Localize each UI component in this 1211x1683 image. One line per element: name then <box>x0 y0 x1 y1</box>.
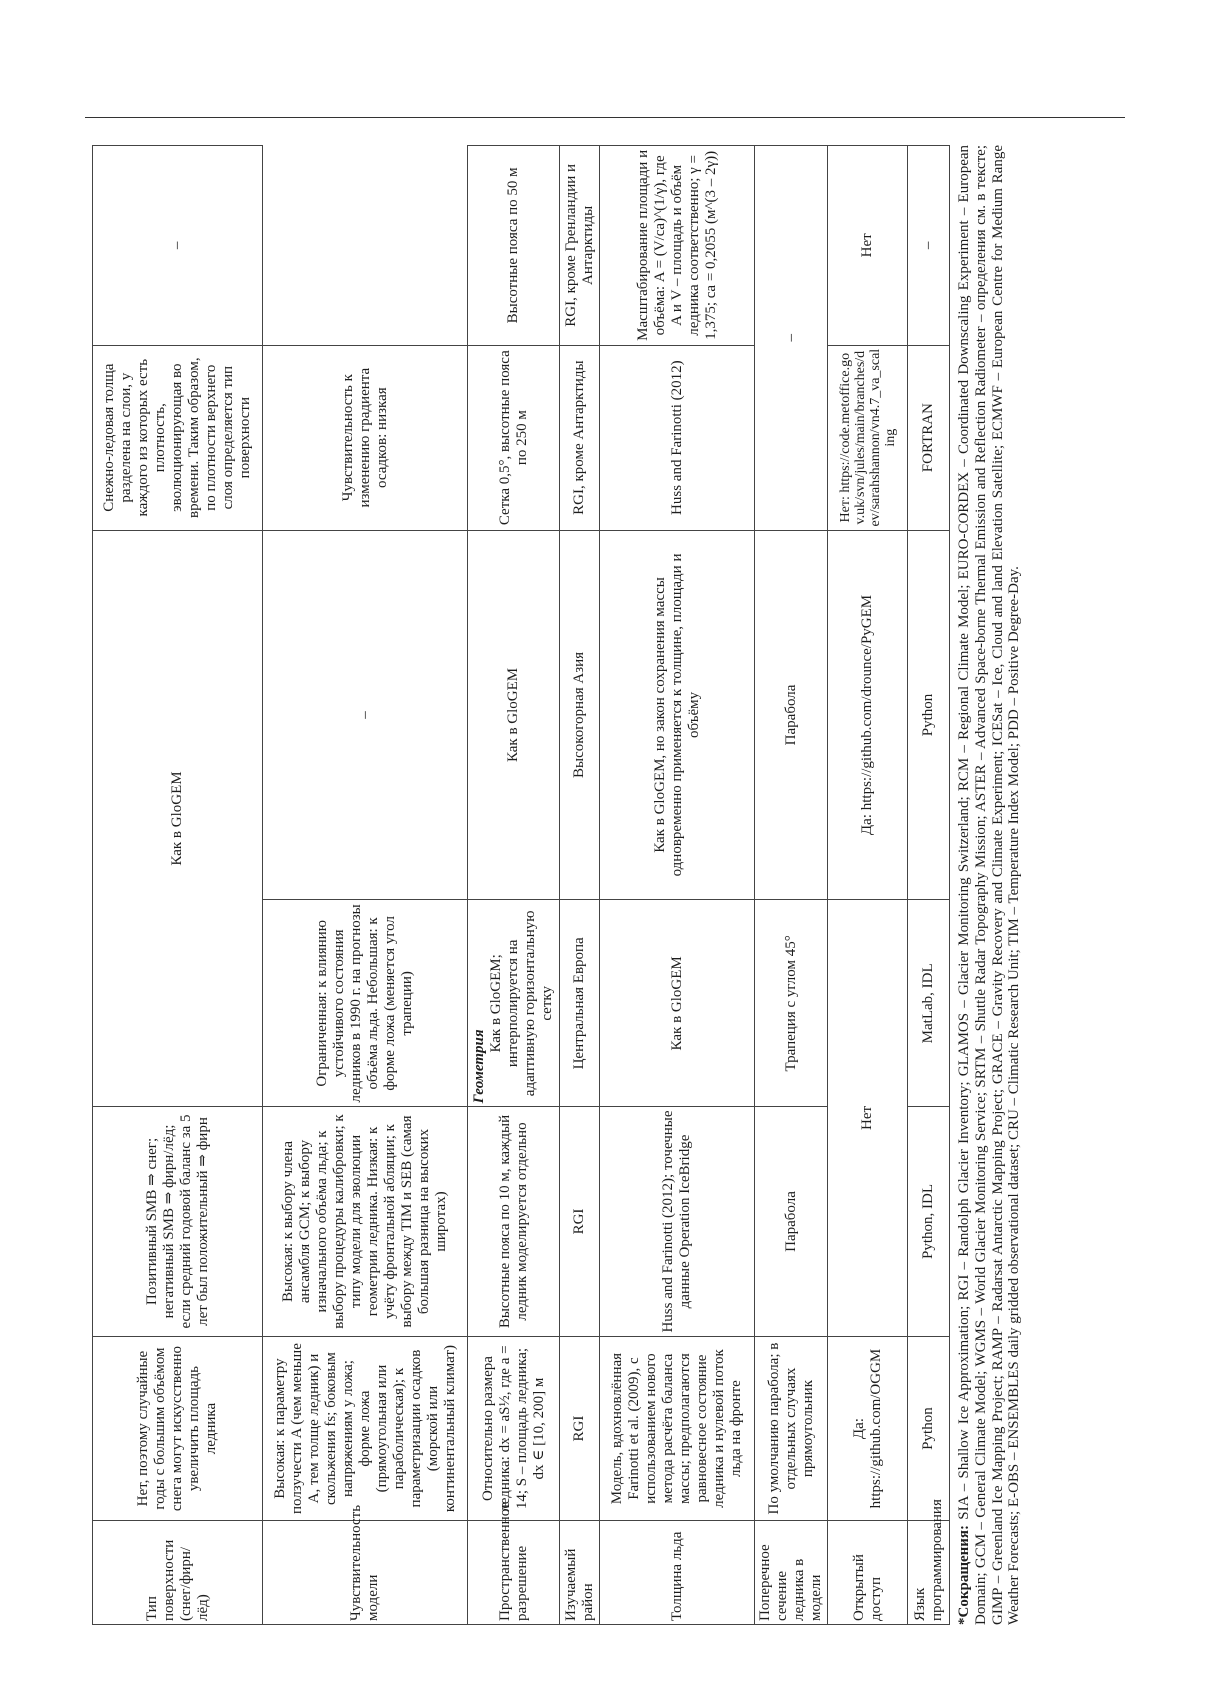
table-cell: Масштабирование площади и объёма: A = (V/ca)^(1/γ), где A и V – площадь и объём ледника соответственно; γ = 1,375; ca = 0,2055 (м^(3 – 2γ)) <box>600 146 755 346</box>
abbreviations-footnote <box>956 145 1023 1625</box>
table-cell: RGI, кроме Гренландии и Антарктиды <box>560 146 600 346</box>
table-cell: Позитивный SMB ⇒ снег; негативный SMB ⇒ фирн/лёд; если средний годовой баланс за 5 лет был положительный ⇒ фирн <box>93 1107 263 1336</box>
table-row <box>828 146 908 1625</box>
table-cell: Модель, вдохновлённая Farinotti et al. (2009), с использованием нового метода расчёта баланса массы; предполагаются равновесное состояние ледника и нулевой поток льда на фронте <box>600 1336 755 1521</box>
table-cell: RGI <box>560 1336 600 1521</box>
rotated-table-page <box>92 145 1132 1625</box>
cell-text: Как в GloGEM; интерполируется на адаптивную горизонтальную сетку <box>488 910 555 1097</box>
table-cell: – <box>263 530 468 900</box>
table-row <box>93 146 263 1625</box>
table-cell: Высокая: к выбору члена ансамбля GCM; к выбору изначального объёма льда; к выбору процедуры калибровки; к типу модели для эволюции геометрии ледника. Низкая: к учёту фронтальной абляции; к выбору между TIM и SEB (самая большая разница на высоких широтах) <box>263 1107 468 1336</box>
table-cell: RGI <box>560 1107 600 1336</box>
table-cell: – <box>755 146 828 531</box>
table-row <box>468 146 560 1625</box>
table-cell: Нет <box>828 900 908 1336</box>
table-cell: FORTRAN <box>908 345 950 530</box>
row-header: Пространственное разрешение <box>468 1521 560 1625</box>
footnote-label: *Сокращения: <box>956 1524 972 1625</box>
model-comparison-table <box>92 145 950 1625</box>
row-header: Язык программирования <box>908 1521 950 1625</box>
table-row <box>600 146 755 1625</box>
table-cell: Huss and Farinotti (2012) <box>600 345 755 530</box>
table-cell: Нет: https://code.metoffice.gov.uk/svn/jules/main/branches/dev/sarahshannon/vn4.7_va_scaling <box>828 345 908 530</box>
table-cell: Трапеция с углом 45° <box>755 900 828 1107</box>
row-header: Изучаемый район <box>560 1521 600 1625</box>
table-cell: Как в GloGEM <box>93 530 263 1107</box>
table-cell: Как в GloGEM <box>600 900 755 1107</box>
table-cell: Высотные пояса по 50 м <box>468 146 560 346</box>
row-header: Толщина льда <box>600 1521 755 1625</box>
table-cell: Python <box>908 530 950 900</box>
row-header: Тип поверхности (снег/фирн/лёд) <box>93 1521 263 1625</box>
table-cell: Сетка 0,5°, высотные пояса по 250 м <box>468 345 560 530</box>
table-cell: Снежно-ледовая толща разделена на слои, у каждого из которых есть плотность, эволюционирующая во времени. Таким образом, по плотности верхнего слоя определяется тип поверхности <box>93 345 263 530</box>
table-cell: – <box>908 146 950 346</box>
table-cell: По умолчанию парабола; в отдельных случаях прямоугольник <box>755 1336 828 1521</box>
section-label-geometry: Геометрия <box>471 1029 487 1104</box>
footnote-text: SIA – Shallow Ice Approximation; RGI – Randolph Glacier Inventory; GLAMOS – Glacier Monitoring Switzerland; RCM – Regional Climate Model; EURO-CORDEX – Coordinated Downscaling Experiment – European Domain; GCM – General Climate Model; WGMS – World Glacier Monitoring Service; SRTM – Shuttle Radar Topography Mission; ASTER – Advanced Space-borne Thermal Emission and Reflection Radiometer – определения см. в тексте; GIMP – Greenland Ice Mapping Project; RAMP – Radarsat Antarctic Mapping Project; GRACE – Gravity Recovery and Climate Experiment; ICESat – Ice, Cloud and land Elevation Satellite; ECMWF – European Centre for Medium Range Weather Forecasts; E-OBS – ENSEMBLES daily gridded observational dataset; CRU – Climatic Research Unit; TIM – Temperature Index Model; PDD – Positive Degree-Day. <box>956 144 1023 1625</box>
table-cell: Центральная Европа <box>560 900 600 1107</box>
table-cell: Да: https://github.com/OGGM <box>828 1336 908 1521</box>
table-cell: Python, IDL <box>908 1107 950 1336</box>
table-cell: MatLab, IDL <box>908 900 950 1107</box>
table-cell: Python <box>908 1336 950 1521</box>
row-header: Чувствительность модели <box>263 1521 468 1625</box>
table-cell: Чувствительность к изменению градиента осадков: низкая <box>263 345 468 530</box>
table-cell <box>468 900 560 1107</box>
row-header: Открытый доступ <box>828 1521 908 1625</box>
table-cell: RGI, кроме Антарктиды <box>560 345 600 530</box>
table-row <box>755 146 828 1625</box>
table-cell: Парабола <box>755 1107 828 1336</box>
table-cell: Ограниченная: к влиянию устойчивого состояния ледников в 1990 г. на прогнозы объёма льда. Небольшая: к форме ложа (меняется угол трапеции) <box>263 900 468 1107</box>
table-cell: Как в GloGEM <box>468 530 560 900</box>
table-cell: Да: https://github.com/drounce/PyGEM <box>828 530 908 900</box>
row-header: Поперечное сечение ледника в модели <box>755 1521 828 1625</box>
table-cell: – <box>93 146 263 346</box>
table-cell: Парабола <box>755 530 828 900</box>
table-cell: Как в GloGEM, но закон сохранения массы одновременно применяется к толщине, площади и объёму <box>600 530 755 900</box>
header-rule <box>85 117 1125 118</box>
table-row <box>263 146 468 1625</box>
table-row <box>908 146 950 1625</box>
table-cell: Нет <box>828 146 908 346</box>
table-cell: Высокая: к параметру ползучести A (чем меньше A, тем толще ледник) и скольжения fs; боковым напряжениям у ложа; форме ложа (прямоугольная или параболическая); к параметризации осадков (морской или континентальный климат) <box>263 1336 468 1521</box>
table-cell: Нет, поэтому случайные годы с большим объёмом снега могут искусственно увеличить площадь ледника <box>93 1336 263 1521</box>
table-cell: Высотные пояса по 10 м, каждый ледник моделируется отдельно <box>468 1107 560 1336</box>
table-cell: Относительно размера ледника: dx = aS½, где a = 14; S – площадь ледника; dx ∈ [10, 200] м <box>468 1336 560 1521</box>
table-cell: Huss and Farinotti (2012); точечные данные Operation IceBridge <box>600 1107 755 1336</box>
table-cell: Высокогорная Азия <box>560 530 600 900</box>
table-row <box>560 146 600 1625</box>
